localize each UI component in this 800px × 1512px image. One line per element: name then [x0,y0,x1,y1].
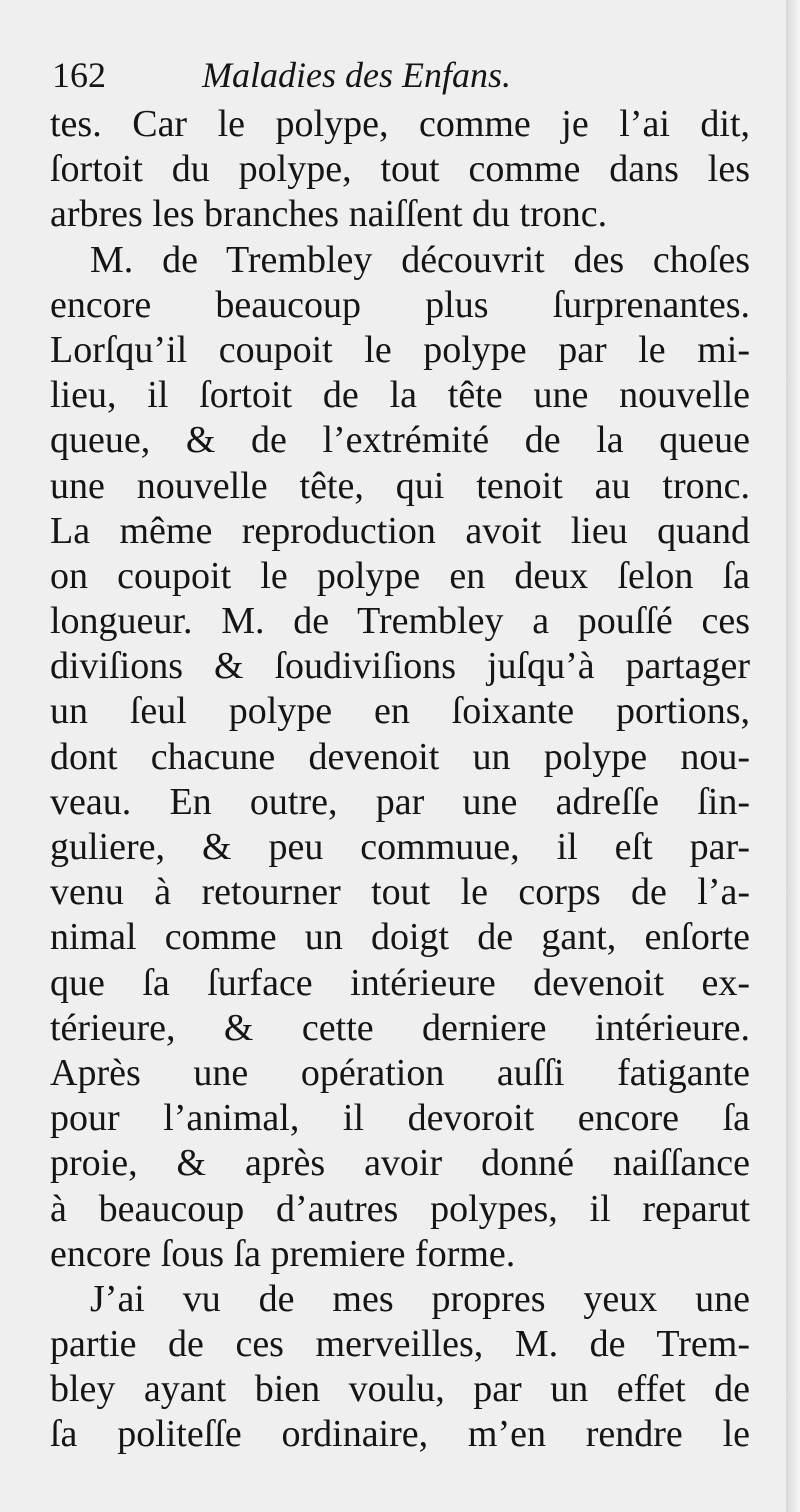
running-title: Maladies des Enfans. [202,55,511,95]
text-line: térieure, & cette derniere intérieure. [50,1006,750,1049]
text-line: guliere, & peu commuue, il eſt par- [50,826,750,868]
text-line: La même reproduction avoit lieu quand [50,509,750,552]
text-line: Après une opération auſſi fatigante [50,1051,750,1094]
text-line: diviſions & ſoudiviſions juſqu’à partager [50,645,750,688]
page-header [52,52,752,102]
text-line: ſa politeſſe ordinaire, m’en rendre le [50,1413,750,1456]
text-line: encore beaucoup plus ſurprenantes. [50,283,750,326]
text-line: une nouvelle tête, qui tenoit au tronc. [50,464,750,507]
text-line: on coupoit le polype en deux ſelon ſa [50,554,750,597]
text-line: venu à retourner tout le corps de l’a- [50,871,750,914]
page-number: 162 [52,55,106,95]
text-line: proie, & après avoir donné naiſſance [50,1142,750,1185]
text-line: à beaucoup d’autres polypes, il reparut [50,1187,750,1230]
body-text [50,102,750,1458]
text-line: M. de Trembley découvrit des choſes [90,238,750,281]
text-line: un ſeul polype en ſoixante portions, [50,690,750,733]
text-line: tes. Car le polype, comme je l’ai dit, [50,103,750,145]
text-line: pour l’animal, il devoroit encore ſa [50,1097,750,1140]
text-line: dont chacune devenoit un polype nou- [50,735,750,778]
text-line: J’ai vu de mes propres yeux une [90,1277,750,1320]
text-line: longueur. M. de Trembley a pouſſé ces [50,600,750,643]
text-line: veau. En outre, par une adreſſe ſin- [50,780,750,823]
text-line: partie de ces merveilles, M. de Trem- [50,1323,750,1366]
text-line: Lorſqu’il coupoit le polype par le mi- [50,328,750,371]
text-line: lieu, il ſortoit de la tête une nouvelle [50,374,750,417]
text-line: bley ayant bien voulu, par un effet de [50,1368,750,1411]
text-line: encore ſous ſa premiere forme. [50,1232,516,1275]
text-line: nimal comme un doigt de gant, enſorte [50,916,750,959]
page-edge-shadow [786,0,800,1512]
text-line: que ſa ſurface intérieure devenoit ex- [50,961,750,1004]
text-line: queue, & de l’extrémité de la queue [50,419,750,462]
text-line: ſortoit du polype, tout comme dans les [50,148,750,191]
text-line: arbres les branches naiſſent du tronc. [50,193,608,236]
